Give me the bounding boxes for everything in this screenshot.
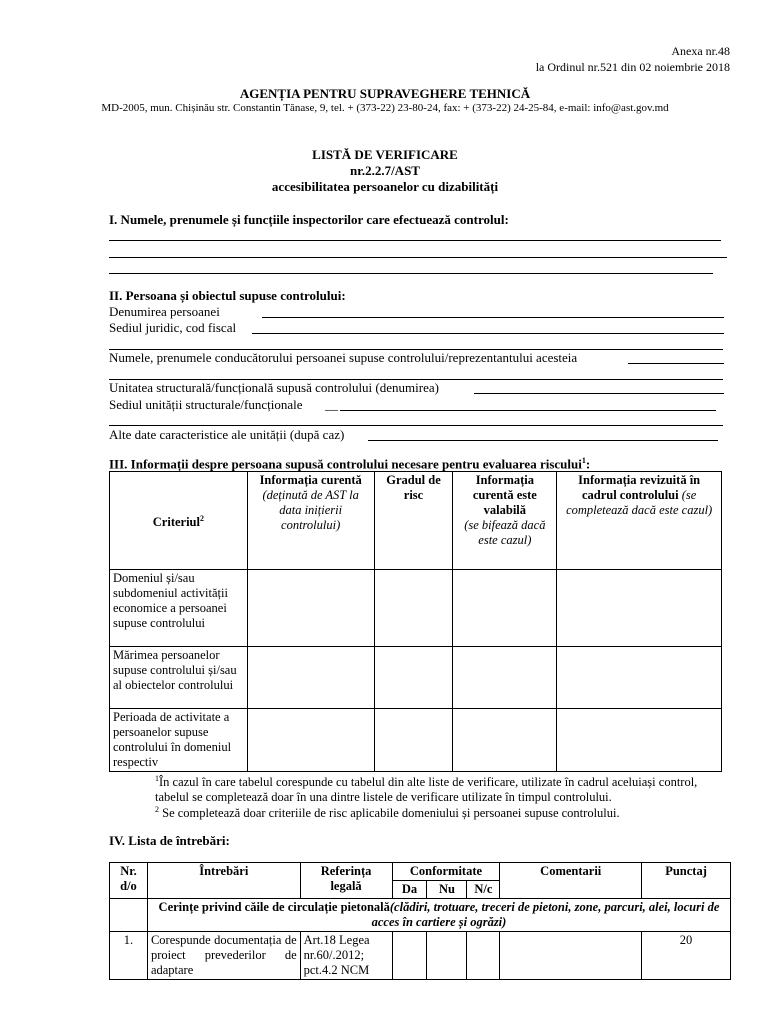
annex-number: Anexa nr.48	[671, 44, 730, 58]
structural-unit-field[interactable]	[474, 393, 724, 394]
current-info-cell[interactable]	[247, 709, 374, 772]
criterion-cell: Mărimea persoanelor supuse controlului și/sau al obiectelor controlului	[110, 647, 248, 709]
current-info-cell[interactable]	[247, 570, 374, 647]
valid-checkbox-cell[interactable]	[453, 570, 557, 647]
field-label-structural-unit: Unitatea structurală/funcțională supusă controlului (denumirea)	[109, 380, 439, 395]
col-nr: Nr. d/o	[110, 863, 148, 899]
unit-seat-field[interactable]	[340, 410, 716, 411]
score-cell: 20	[642, 932, 731, 980]
agency-name: AGENȚIA PENTRU SUPRAVEGHERE TEHNICĂ	[239, 86, 531, 101]
col-current-info: Informația curentă (deținută de AST la data inițierii controlului)	[247, 472, 374, 570]
group-heading: Cerințe privind căile de circulație pietonală(clădiri, trotuare, treceri de pietoni, zone, parcuri, alei, locuri de acces în cartiere și ogrăzi)	[147, 899, 730, 932]
question-text: Corespunde documentația de proiect prevederilor de adaptare	[147, 932, 300, 980]
revised-info-cell[interactable]	[557, 570, 722, 647]
col-conformity: Conformitate	[392, 863, 500, 881]
field-label-other-data: Alte date caracteristice ale unității (după caz)	[109, 427, 345, 442]
unit-seat-extra: __	[325, 397, 338, 412]
risk-degree-cell[interactable]	[374, 570, 453, 647]
inspector-line-3[interactable]	[109, 273, 713, 274]
doc-title: LISTĂ DE VERIFICARE	[312, 147, 458, 162]
comments-cell[interactable]	[500, 932, 642, 980]
entity-name-field[interactable]	[262, 317, 724, 318]
col-score: Punctaj	[642, 863, 731, 899]
other-data-field[interactable]	[368, 440, 718, 441]
revised-info-cell[interactable]	[557, 709, 722, 772]
question-number: 1.	[110, 932, 148, 980]
table-row	[110, 932, 731, 980]
col-revised-info: Informația revizuită în cadrul controlului (se completează dacă este cazul)	[557, 472, 722, 570]
current-info-cell[interactable]	[247, 647, 374, 709]
col-no: Nu	[427, 881, 467, 899]
field-label-manager-name: Numele, prenumele conducătorului persoanei supuse controlului/reprezentantului acesteia	[109, 350, 578, 365]
inspector-line-1[interactable]	[109, 240, 721, 241]
risk-table-header	[110, 472, 722, 570]
section2-heading: II. Persoana și obiectul supuse controlului:	[109, 288, 346, 303]
field-label-unit-seat: Sediul unității structurale/funcționale	[109, 397, 303, 412]
manager-name-field[interactable]	[628, 363, 724, 364]
col-criterion: Criteriul$^2$	[110, 472, 248, 570]
na-cell[interactable]	[467, 932, 500, 980]
field-label-entity-name: Denumirea persoanei	[109, 304, 220, 319]
footnote-1: $^1$În cazul în care tabelul corespunde cu tabelul din alte liste de verificare, utilizate în cadrul aceluiași control, tabelul se completează doar în una dintre listele de verificare utilizate în timpul controlului.	[155, 774, 698, 805]
field-label-legal-seat: Sediul juridic, cod fiscal	[109, 320, 237, 335]
no-cell[interactable]	[427, 932, 467, 980]
table-row	[110, 570, 722, 647]
col-legal-ref: Referința legală	[300, 863, 392, 899]
questions-table	[109, 862, 731, 980]
agency-address: MD-2005, mun. Chișinău str. Constantin Tănase, 9, tel. + (373-22) 23-80-24, fax: + (373-22) 24-25-84, e-mail: info@ast.gov.md	[101, 102, 669, 114]
section4-heading: IV. Lista de întrebări:	[109, 833, 230, 848]
valid-checkbox-cell[interactable]	[453, 647, 557, 709]
legal-seat-field[interactable]	[252, 333, 724, 334]
section3-heading: III. Informații despre persoana supusă controlului necesare pentru evaluarea riscului$^1$:	[109, 456, 591, 472]
table-row	[110, 709, 722, 772]
unit-seat-line-2[interactable]	[109, 425, 723, 426]
footnote-2: $^2$ Se completează doar criteriile de risc aplicabile domeniului și persoanei supuse controlului.	[155, 805, 620, 821]
risk-info-table	[109, 471, 722, 772]
inspector-line-2[interactable]	[109, 257, 727, 258]
col-risk-degree: Gradul de risc	[374, 472, 453, 570]
criterion-cell: Perioada de activitate a persoanelor supuse controlului în domeniul respectiv	[110, 709, 248, 772]
valid-checkbox-cell[interactable]	[453, 709, 557, 772]
col-comments: Comentarii	[500, 863, 642, 899]
order-reference: la Ordinul nr.521 din 02 noiembrie 2018	[535, 60, 730, 74]
col-info-valid: Informația curentă este valabilă (se bifează dacă este cazul)	[453, 472, 557, 570]
revised-info-cell[interactable]	[557, 647, 722, 709]
yes-cell[interactable]	[392, 932, 427, 980]
doc-subject: accesibilitatea persoanelor cu dizabilități	[271, 179, 499, 194]
legal-reference: Art.18 Legea nr.60/.2012; pct.4.2 NCM	[300, 932, 392, 980]
risk-degree-cell[interactable]	[374, 647, 453, 709]
risk-degree-cell[interactable]	[374, 709, 453, 772]
group-row	[110, 899, 731, 932]
col-questions: Întrebări	[147, 863, 300, 899]
table-row	[110, 647, 722, 709]
col-na: N/c	[467, 881, 500, 899]
section1-heading: I. Numele, prenumele și funcțiile inspectorilor care efectuează controlul:	[109, 212, 509, 227]
col-yes: Da	[392, 881, 427, 899]
questions-header-row	[110, 863, 731, 881]
doc-number: nr.2.2.7/AST	[350, 163, 420, 178]
criterion-cell: Domeniul și/sau subdomeniul activității economice a persoanei supuse controlului	[110, 570, 248, 647]
